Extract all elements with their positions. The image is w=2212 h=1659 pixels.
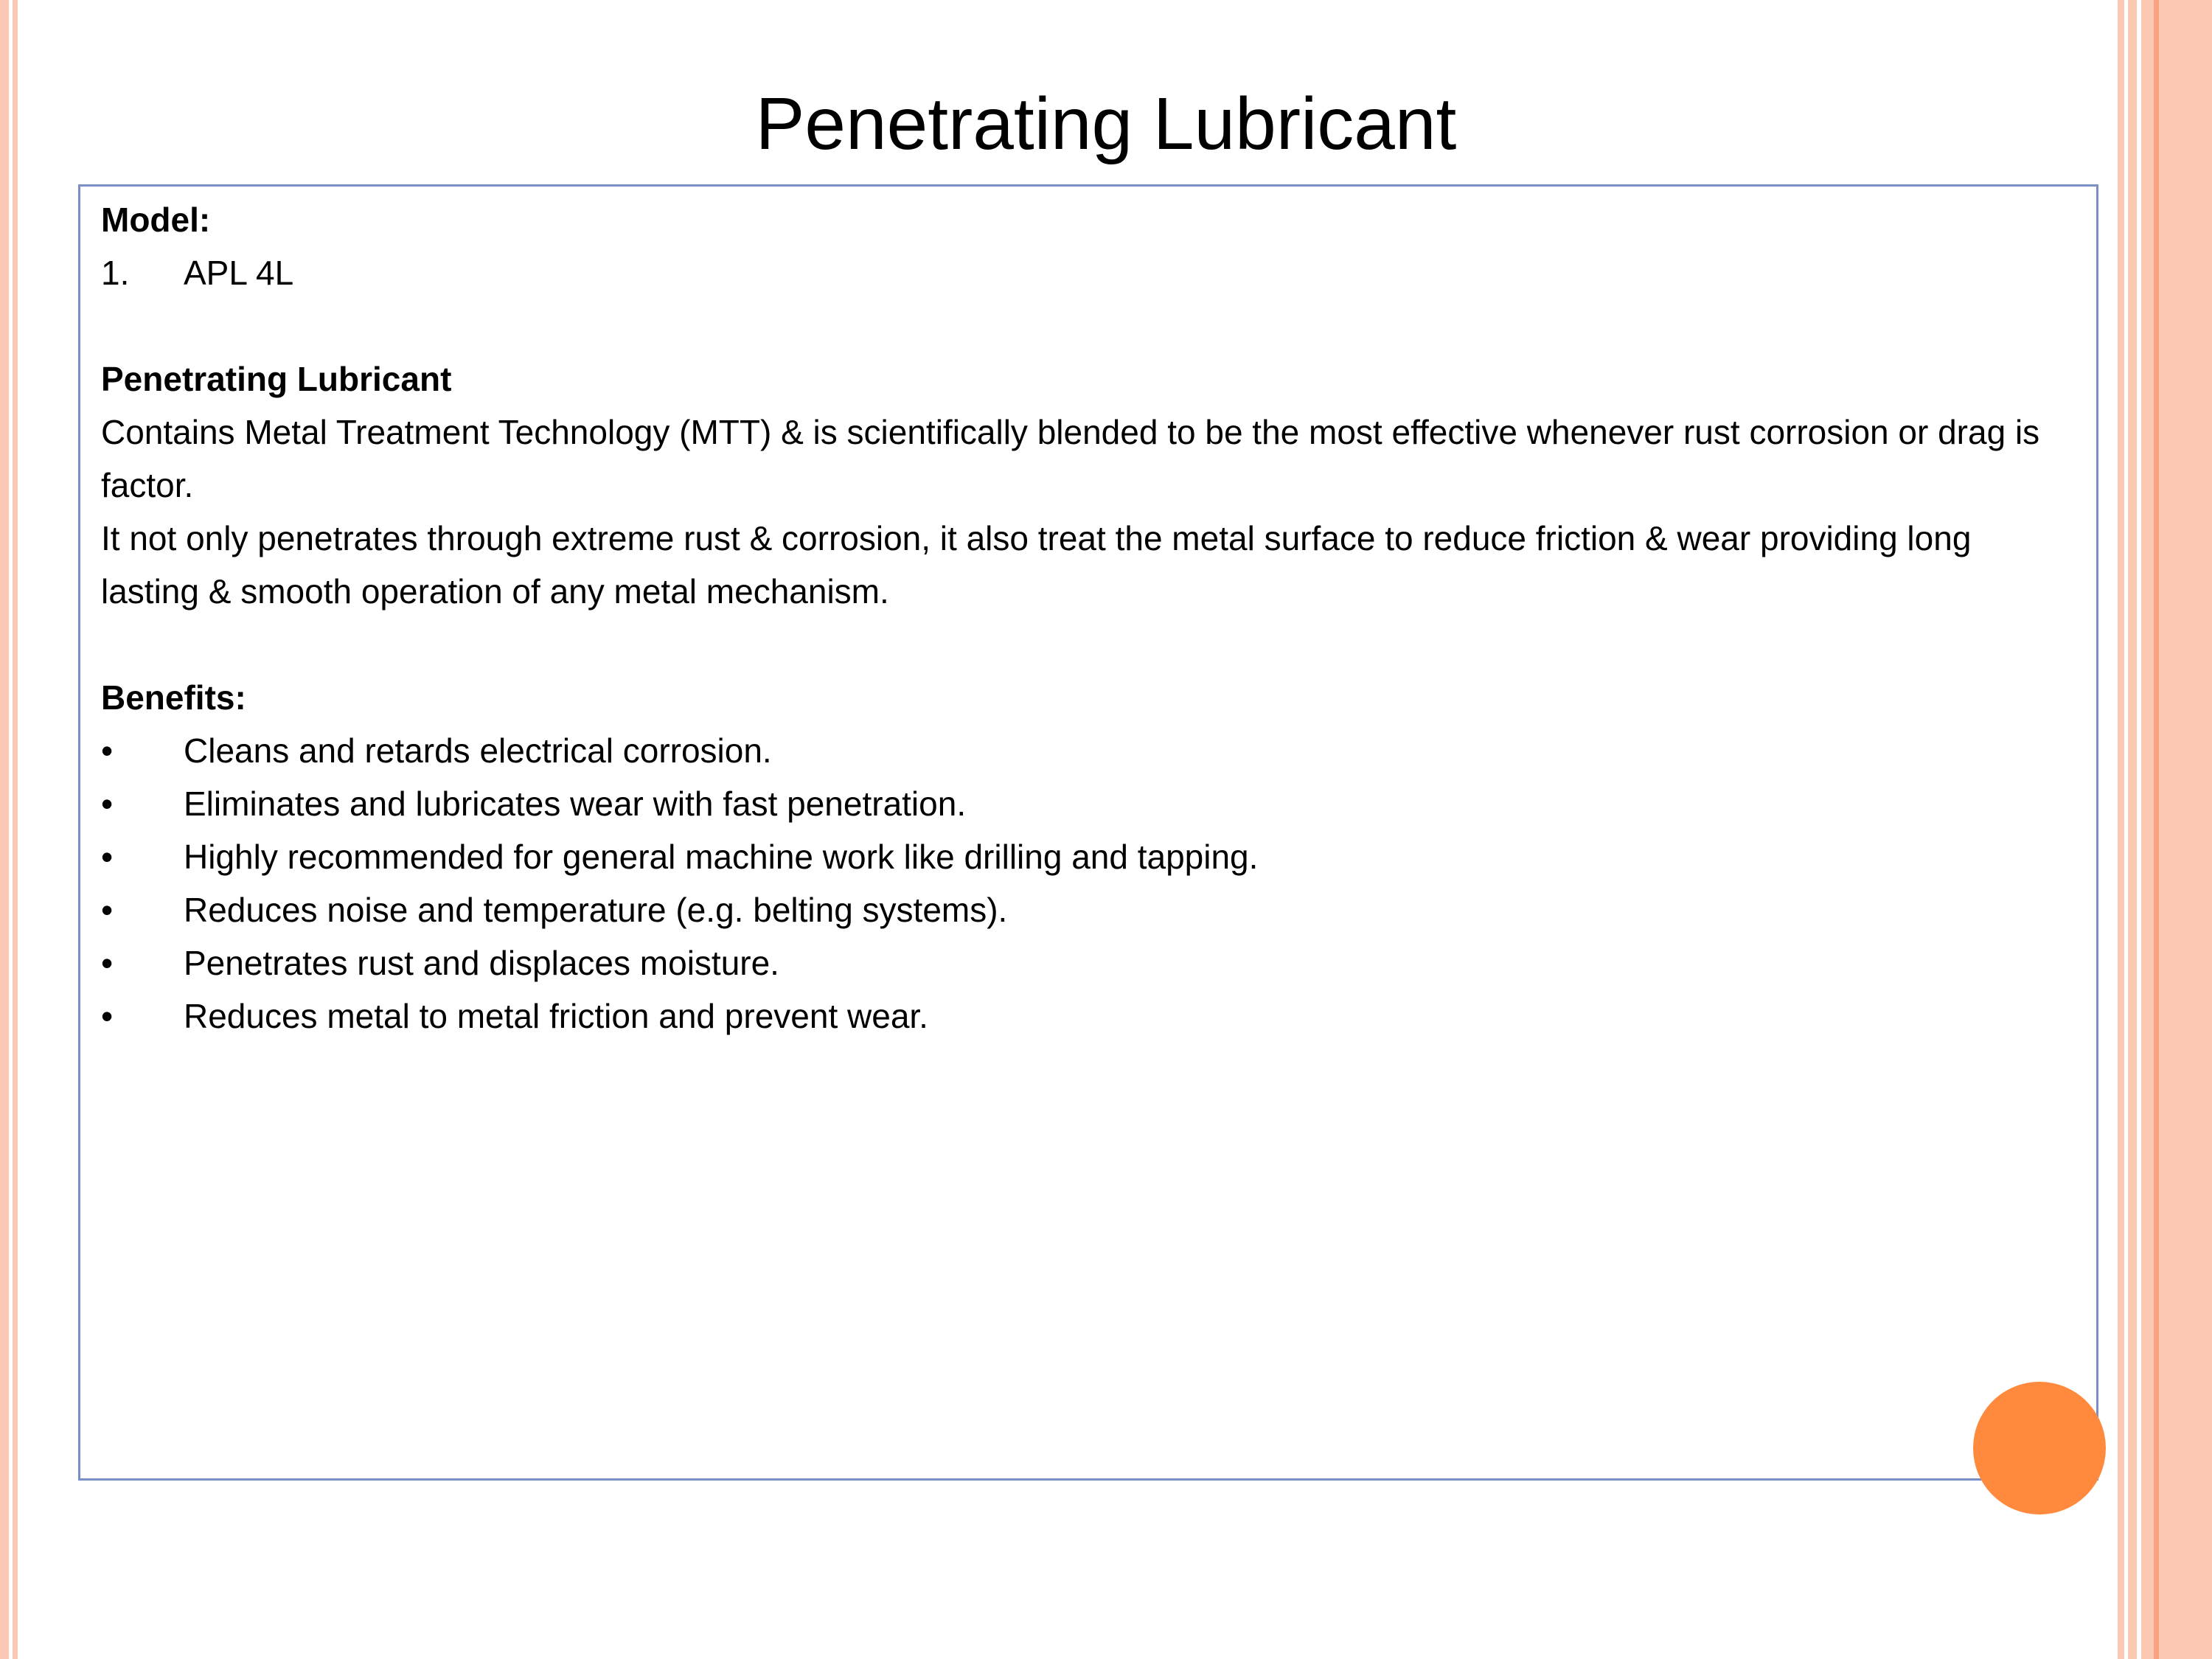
benefit-text: Highly recommended for general machine work like drilling and tapping.: [184, 838, 1259, 876]
slide-title: Penetrating Lubricant: [755, 83, 1457, 165]
description-paragraph-1: Contains Metal Treatment Technology (MTT) & is scientifically blended to be the most effective whenever rust corrosion or drag is factor.: [101, 413, 2040, 504]
decorative-circle: [1973, 1382, 2106, 1514]
right-border-stripe-3: [2141, 0, 2154, 1659]
bullet-icon: •: [101, 731, 114, 770]
right-border-stripe-2: [2128, 0, 2137, 1659]
bullet-icon: •: [101, 891, 114, 929]
right-border-stripe-5: [2159, 0, 2212, 1659]
model-heading: Model:: [101, 201, 211, 239]
benefits-heading: Benefits:: [101, 678, 246, 717]
benefit-text: Reduces metal to metal friction and prevent wear.: [184, 997, 928, 1035]
bullet-icon: •: [101, 997, 114, 1035]
spacer: [101, 299, 2077, 352]
benefit-item: [101, 724, 2077, 777]
benefit-text: Reduces noise and temperature (e.g. belting systems).: [184, 891, 1008, 929]
product-heading: Penetrating Lubricant: [101, 360, 452, 398]
benefit-item: [101, 883, 2077, 936]
description-paragraph-2: It not only penetrates through extreme rust & corrosion, it also treat the metal surface to reduce friction & wear providing long lasting & smooth operation of any metal mechanism.: [101, 519, 1972, 611]
left-border-stripe: [0, 0, 9, 1659]
left-border-stripe-thin: [13, 0, 18, 1659]
benefit-text: Penetrates rust and displaces moisture.: [184, 944, 779, 982]
benefit-item: [101, 777, 2077, 830]
right-border-stripe-accent: [2154, 0, 2159, 1659]
benefit-item: [101, 936, 2077, 990]
bullet-icon: •: [101, 838, 114, 876]
bullet-icon: •: [101, 944, 114, 982]
content-text-block: [101, 193, 2077, 1043]
model-list-item: [101, 246, 2077, 299]
benefit-item: [101, 830, 2077, 883]
benefit-text: Eliminates and lubricates wear with fast penetration.: [184, 785, 967, 823]
benefit-text: Cleans and retards electrical corrosion.: [184, 731, 772, 770]
spacer: [101, 618, 2077, 671]
right-border-stripe-1: [2118, 0, 2124, 1659]
model-name: APL 4L: [184, 254, 294, 292]
list-number: 1.: [101, 254, 130, 292]
bullet-icon: •: [101, 785, 114, 823]
benefit-item: [101, 990, 2077, 1043]
